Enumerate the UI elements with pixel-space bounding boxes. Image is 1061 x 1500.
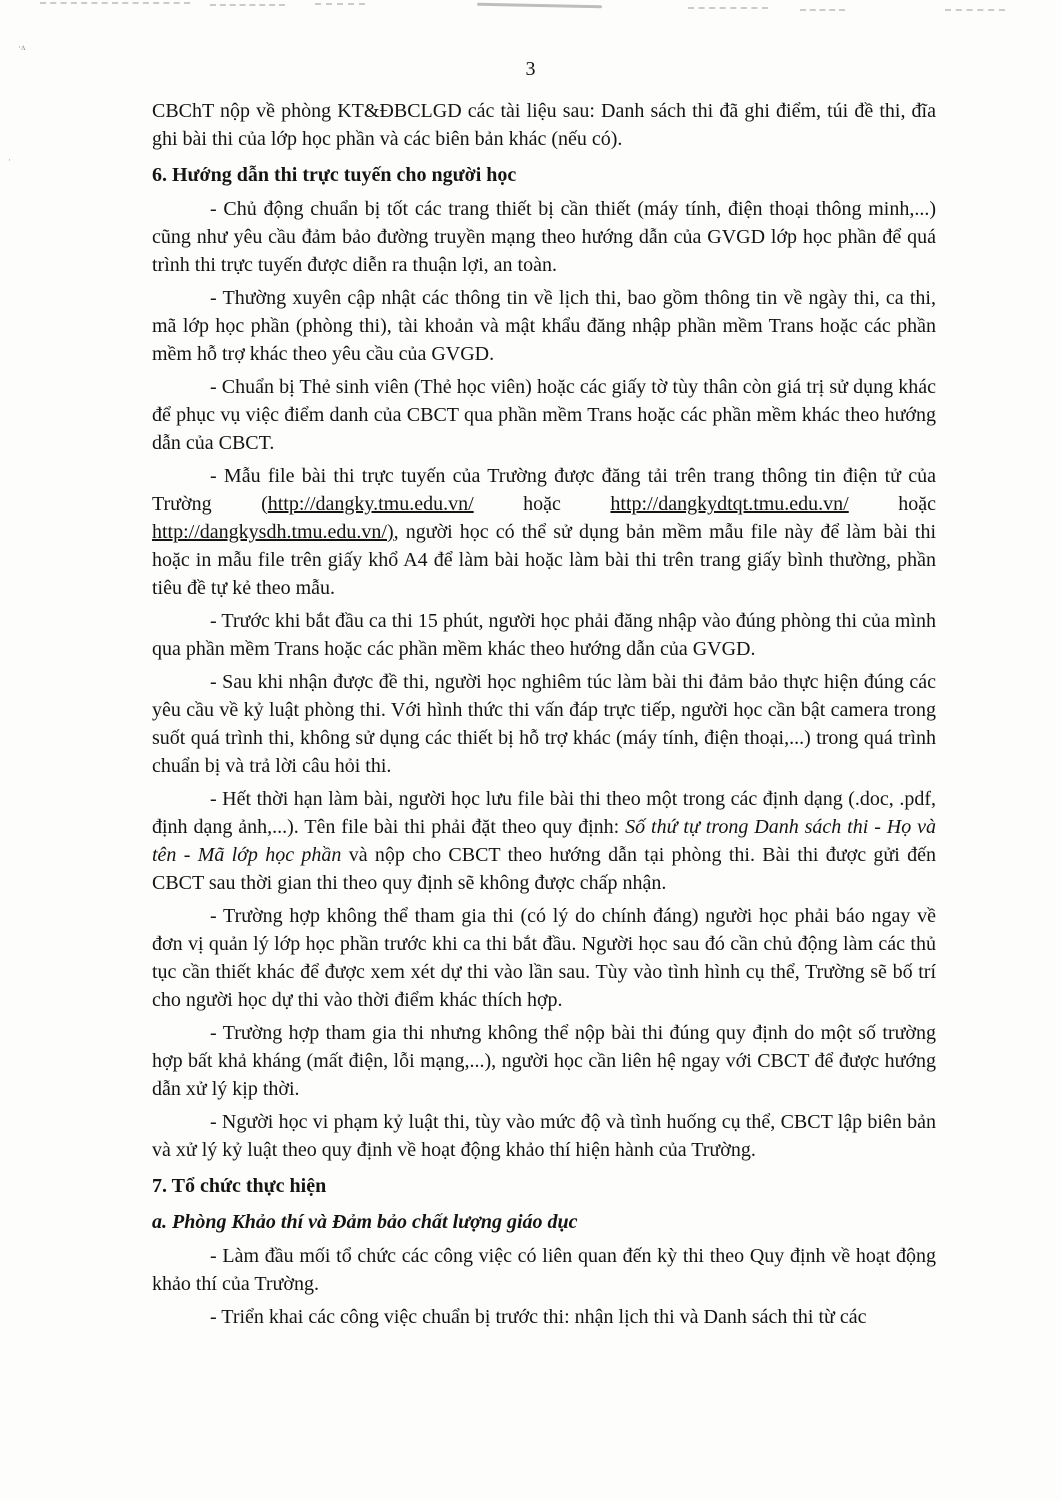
paragraph — [152, 1242, 936, 1298]
text-segment: - Chủ động chuẩn bị tốt các trang thiết bị cần thiết (máy tính, điện thoại thông minh,...) cũng như yêu cầu đảm bảo đường truyền mạng theo hướng dẫn của GVGD lớp học phần để quá trình thi trực tuyến được diễn ra thuận lợi, an toàn. — [152, 198, 936, 276]
paragraph — [152, 668, 936, 780]
scan-artifact — [40, 2, 190, 4]
section-heading — [152, 161, 936, 189]
url-text: http://dangkydtqt.tmu.edu.vn/ — [610, 493, 849, 515]
url-text: http://dangky.tmu.edu.vn/ — [267, 493, 474, 515]
text-segment: hoặc — [473, 493, 611, 515]
text-segment: - Chuẩn bị Thẻ sinh viên (Thẻ học viên) hoặc các giấy tờ tùy thân còn giá trị sử dụng khác để phục vụ việc điểm danh của CBCT qua phần mềm Trans hoặc các phần mềm khác theo hướng dẫn của CBCT. — [152, 376, 936, 454]
scan-artifact — [315, 3, 365, 5]
text-segment: - Thường xuyên cập nhật các thông tin về lịch thi, bao gồm thông tin về ngày thi, ca thi, mã lớp học phần (phòng thi), tài khoản và mật khẩu đăng nhập phần mềm Trans hoặc các phần mềm hỗ trợ khác theo yêu cầu của GVGD. — [152, 287, 936, 365]
paragraph — [152, 195, 936, 279]
text-segment: - Người học vi phạm kỷ luật thi, tùy vào mức độ và tình huống cụ thể, CBCT lập biên bản và xử lý kỷ luật theo quy định về hoạt động khảo thí hiện hành của Trường. — [152, 1111, 936, 1161]
text-segment: - Làm đầu mối tổ chức các công việc có liên quan đến kỳ thi theo Quy định về hoạt động khảo thí của Trường. — [152, 1245, 936, 1295]
text-segment: - Trường hợp tham gia thi nhưng không thể nộp bài thi đúng quy định do một số trường hợp bất khả kháng (mất điện, lỗi mạng,...), người học cần liên hệ ngay với CBCT để được hướng dẫn xử lý kịp thời. — [152, 1022, 936, 1100]
document-body — [152, 97, 936, 1336]
scan-speck: ·ʌ — [18, 42, 26, 52]
text-segment: - Trước khi bắt đầu ca thi 15 phút, người học phải đăng nhập vào đúng phòng thi của mình qua phần mềm Trans hoặc các phần mềm khác theo hướng dẫn của GVGD. — [152, 610, 936, 660]
text-segment: , người học có thể sử dụng bản mềm mẫu file này để làm bài thi hoặc in mẫu file trên giấy khổ A4 để làm bài hoặc làm bài thi trên trang giấy bình thường, phần tiêu đề tự kẻ theo mẫu. — [152, 521, 936, 599]
text-segment: CBChT nộp về phòng KT&ĐBCLGD các tài liệu sau: Danh sách thi đã ghi điểm, túi đề thi, đĩa ghi bài thi của lớp học phần và các biên bản khác (nếu có). — [152, 100, 936, 150]
scan-artifact — [688, 7, 768, 9]
text-segment: a. Phòng Khảo thí và Đảm bảo chất lượng giáo dục — [152, 1211, 578, 1233]
paragraph — [152, 462, 936, 602]
paragraph — [152, 373, 936, 457]
text-segment: và nộp cho CBCT theo hướng dẫn tại phòng thi. Bài thi được gửi đến CBCT sau thời gian thi theo quy định sẽ không được chấp nhận. — [152, 844, 936, 894]
paragraph — [152, 607, 936, 663]
section-heading — [152, 1208, 936, 1236]
text-segment: hoặc — [848, 493, 936, 515]
paragraph — [152, 1108, 936, 1164]
scan-artifact — [800, 9, 845, 11]
text-segment: - Trường hợp không thể tham gia thi (có lý do chính đáng) người học phải báo ngay về đơn vị quản lý lớp học phần trước khi ca thi bắt đầu. Người học sau đó cần chủ động làm các thủ tục cần thiết khác để được xem xét dự thi vào lần sau. Tùy vào tình hình cụ thể, Trường sẽ bố trí cho người học dự thi vào thời điểm khác thích hợp. — [152, 905, 936, 1011]
paragraph — [152, 1303, 936, 1331]
text-segment: - Mẫu file bài thi trực tuyến của Trường được đăng tải trên trang thông tin điện tử của Trường ( — [152, 465, 936, 515]
paragraph — [152, 902, 936, 1014]
paragraph — [152, 284, 936, 368]
paragraph — [152, 1019, 936, 1103]
text-segment: 7. Tổ chức thực hiện — [152, 1175, 327, 1197]
page-number: 3 — [525, 58, 536, 80]
text-segment: - Hết thời hạn làm bài, người học lưu file bài thi theo một trong các định dạng (.doc, .pdf, định dạng ảnh,...). Tên file bài thi phải đặt theo quy định: — [152, 788, 936, 838]
text-segment: Số thứ tự trong Danh sách thi - Họ và tên - Mã lớp học phần — [152, 816, 936, 866]
paragraph — [152, 785, 936, 897]
section-heading — [152, 1172, 936, 1200]
scan-speck: · — [8, 155, 11, 165]
text-segment: - Sau khi nhận được đề thi, người học nghiêm túc làm bài thi đảm bảo thực hiện đúng các yêu cầu về kỷ luật phòng thi. Với hình thức thi vấn đáp trực tiếp, người học cần bật camera trong suốt quá trình thi, không sử dụng các thiết bị hỗ trợ khác (máy tính, điện thoại,...) trong quá trình chuẩn bị và trả lời câu hỏi thi. — [152, 671, 936, 777]
paragraph — [152, 97, 936, 153]
scan-artifact — [477, 3, 602, 9]
text-segment: - Triển khai các công việc chuẩn bị trước thi: nhận lịch thi và Danh sách thi từ các — [210, 1306, 867, 1328]
scan-artifact — [210, 4, 285, 6]
text-segment: 6. Hướng dẫn thi trực tuyến cho người học — [152, 164, 517, 186]
url-text: http://dangkysdh.tmu.edu.vn/) — [152, 521, 394, 543]
scan-artifact — [945, 9, 1005, 11]
